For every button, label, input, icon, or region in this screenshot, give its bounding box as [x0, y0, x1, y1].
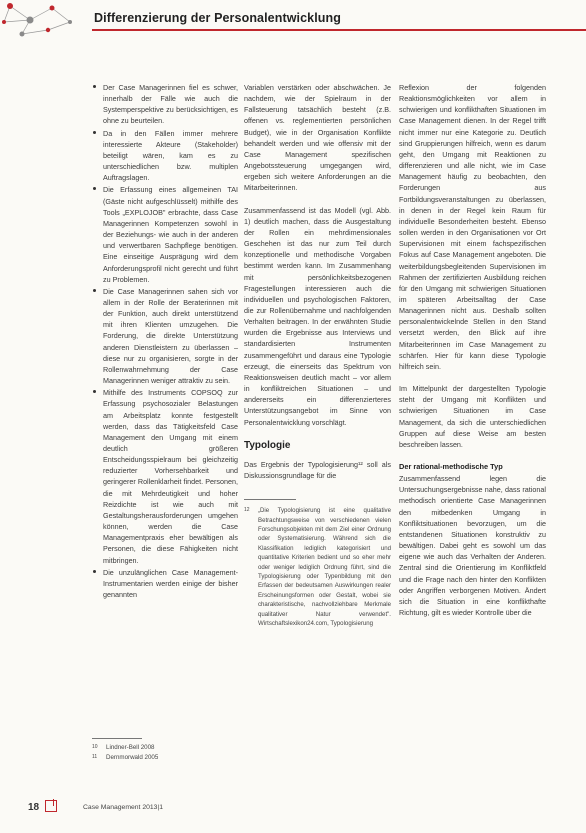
paragraph: Das Ergebnis der Typologisierung¹² soll als Diskussionsgrundlage für die	[244, 459, 391, 480]
footnote	[92, 743, 238, 753]
list-item	[92, 82, 238, 127]
footnotes-left	[92, 738, 238, 762]
paragraph: Zusammenfassend legen die Untersuchungsergebnisse nahe, dass rational methodisch orientierte Case Managerinnen den mitbedenken Umgang in Konfliktsituationen bevorzugen, um die entstandenen Situationen konstruktiv zu bewältigen. Dabei geht es sowohl um das eigene wie auch das Verhalten der Anderen. Zentral sind die Orientierung im Konfliktfeld und die Frage nach den hinter den Konflikten oder Angriffen verborgenen Motiven. Ändert sich die Situation in eine konflikthafte Richtung, gilt es wieder Kontrolle über die	[399, 474, 546, 618]
bullet-icon	[93, 187, 96, 190]
list-item	[92, 184, 238, 284]
page-title: Differenzierung der Personalentwicklung	[94, 11, 342, 25]
paragraph: Reflexion der folgenden Reaktionsmöglichkeiten vor allem in schwierigen und konflikthaften Situationen im Case Management dienen. In der Regel trifft nicht immer nur eine Kategorie zu. Deutlich sind Gruppierungen hilfreich, wenn es darum geht, den Umgang mit Reaktionen zu differenzieren und alle nicht, wie im Case Management häufig zu beobachten, den Forderungen aus Fortbildungsveranstaltungen zu überlassen, in denen in der Regel kein Raum für individuelle Besonderheiten besteht. Ebenso sollen werden in den Organisationen vor Ort Supervisionen mit einem fachspezifischen Fokus auf Case Management angeboten. Die weiterbildungsbegleitenden Supervisionen im Rahmen der zertifizierten Ausbildung reichen für den Umgang mit schwierigen Situationen im späteren Arbeitsalltag der Case Managerinnen nicht aus. Deshalb sollten personalentwickelnde Stellen in den Stand versetzt werden, den Blick auf ihre Mitarbeiterinnen im Case Management zu schärfen. Hier für kann diese Typologie hilfreich sein.	[399, 83, 546, 371]
footnote-text: Dernmorwald 2005	[106, 753, 159, 761]
network-logo-icon	[0, 0, 86, 40]
sub-heading: Der rational-methodische Typ	[399, 462, 503, 471]
list-item-text: Die Case Managerinnen sahen sich vor allem in der Rolle der Beraterinnen mit der Funktion, auch direkt unterstützend mit ihren Klienten umzugehen. Die Forderung, die direkte Unterstützung anderen Dienstleistern zu überlassen – diese nur zu organisieren, sorgte in der Rollenwahrnehmung der Case Managerinnen weniger attraktiv zu sein.	[103, 286, 238, 386]
paragraph: Im Mittelpunkt der dargestellten Typologie steht der Umgang mit Konflikten und schwierigen Situationen im Case Management, da sich die unterschiedlichen Gruppen auf diese Weise am besten beschreiben lassen.	[399, 384, 546, 449]
list-item	[92, 567, 238, 600]
page-footer	[28, 800, 288, 816]
list-item	[92, 286, 238, 386]
list-item	[92, 128, 238, 184]
footnote-divider	[244, 499, 296, 500]
footnote-number: 10	[92, 744, 98, 750]
page-header	[0, 0, 586, 36]
footnote-text: „Die Typologisierung ist eine qualitative Betrachtungsweise von verschiedenen vielen Forschungsobjekten mit dem Ziel einer Ordnung oder Systematisierung. Während sich die Klassifikation lediglich kategorisiert und quantitative Kriterien bedient und so eher mehr oder weniger lediglich Ordnung führt, sind die Typologisierung oder Typenbildung mit den Erfassen der bedeutsamen Auswirkungen realer Erscheinungsformen oder Gestalt, wobei sie charakteristische, nachvollziehbare Merkmale qualitativer Natur verwendet". Wirtschaftslexikon24.com, Typologisierung	[258, 507, 391, 628]
publication-name: Case Management 2013|1	[83, 804, 163, 811]
footnote-number: 11	[92, 753, 98, 760]
list-item	[92, 387, 238, 566]
footnote-divider	[92, 738, 142, 739]
bullet-icon	[93, 390, 96, 393]
bullet-icon	[93, 131, 96, 134]
bullet-icon	[93, 289, 96, 292]
paragraph: Variablen verstärken oder abschwächen. Je nachdem, wie der Spielraum in der Fallsteuerung tatsächlich besteht (z.B. offenen vs. reglementierten persönlichen Budget), wie in der Organisation Konflikte behandelt werden und wie offensiv mit der Case Management spezifischen Angebotssteuerung umgegangen wird, ergeben sich weitere Anforderungen an die Mitarbeiterinnen.	[244, 83, 391, 193]
column-middle	[244, 82, 391, 628]
column-left	[92, 82, 238, 601]
footnote	[92, 753, 238, 763]
column-right	[399, 82, 546, 629]
paragraph: Zusammenfassend ist das Modell (vgl. Abb. 1) deutlich machen, dass die Ausgestaltung der Rollen ein mehrdimensionales Geschehen ist das nur zum Teil durch konzeptionelle und methodische Vorgaben bestimmt werden kann. Im Zusammenhang mit persönlichkeitsbezogenen Fragestellungen interessieren auch die individuellen und psychologischen Faktoren, die zur Rollenübernahme und nachfolgenden Verhalten beitragen. In der erwähnten Studie wurden die Ergebnisse aus Interviews und standardisierten Instrumenten zusammengeführt und daraus eine Typologie erzeugt, die einerseits das Spektrum von Reaktionsweisen deutlich macht – vor allem in konfliktreichen Situationen – und andererseits ein differenzierteres Unterstützungsangebot im Sinne von Personalentwicklung vorschlägt.	[244, 205, 391, 427]
bullet-icon	[93, 570, 96, 573]
page-number: 18	[28, 802, 40, 813]
bullet-list	[92, 82, 238, 600]
list-item-text: Der Case Managerinnen fiel es schwer, innerhalb der Fälle wie auch die Systemperspektive zu berücksichtigen, es ohne zu beurteilen.	[103, 83, 238, 126]
bullet-icon	[93, 85, 96, 88]
list-item-text: Die Erfassung eines allgemeinen TAI (Gäste nicht aufgeschlüsselt) mithilfe des Tools „EXPLOJOB" erbrachte, dass Case Managerinnen Kompetenzen sowohl in der Beziehungs- wie auch in der anderen und verwertbaren Sachpflege benötigen. Eine einseitige Ausprägung wird dem Anforderungsprofil nicht gerecht und führt zu Problemen.	[103, 185, 238, 284]
list-item-text: Da in den Fällen immer mehrere interessierte Akteure (Stakeholder) beteiligt wären, kam es zu unterschiedlichen bzw. multiplen Auftragslagen.	[103, 128, 238, 183]
list-item-text: Die unzulänglichen Case Management-Instrumentarien werden einige der bisher genannten	[103, 567, 238, 600]
footnote-number: 12	[244, 507, 250, 514]
footnote	[244, 506, 391, 628]
header-divider	[92, 29, 586, 31]
section-heading: Typologie	[244, 439, 291, 451]
footnote-text: Lindner-Bell 2008	[106, 744, 155, 751]
cm-logo-icon	[45, 800, 57, 812]
list-item-text: Mithilfe des Instruments COPSOQ zur Erfassung psychosozialer Belastungen am Arbeitsplatz konnte festgestellt werden, dass das Tätigkeitsfeld Case Management den Umgang mit einem deutlich größeren Entscheidungsspielraum bei gleichzeitig reduzierter Vorhersehbarkeit und geringerer Rollenklarheit findet. Personen, die mit Mehrdeutigkeit und hoher Reizdichte ist wie auch mit Gestaltungsherausforderungen umgehen können, werden die Case Managementpraxis eher bewältigen als Personen, die diese Fähigkeiten nicht mitbringen.	[103, 388, 238, 565]
